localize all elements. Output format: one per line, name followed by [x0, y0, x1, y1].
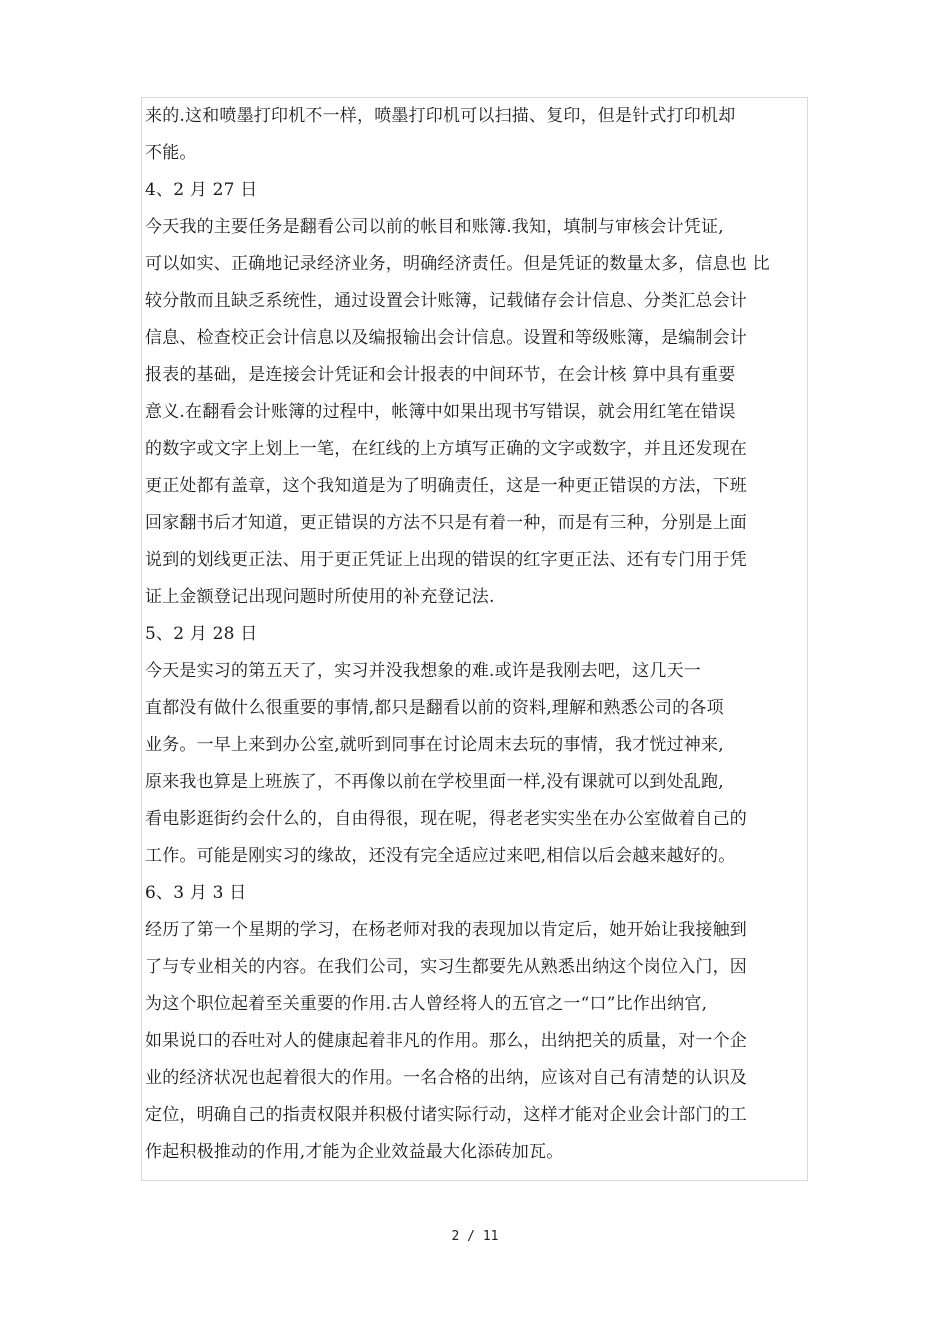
text-line: 今天我的主要任务是翻看公司以前的帐目和账簿.我知，填制与审核会计凭证,	[145, 217, 724, 237]
text-line: 来的.这和喷墨打印机不一样，喷墨打印机可以扫描、复印，但是针式打印机却	[145, 106, 736, 126]
text-line: 意义.在翻看会计账簿的过程中，帐簿中如果出现书写错误，就会用红笔在错误	[145, 402, 736, 422]
text-line: 工作。可能是刚实习的缘故，还没有完全适应过来吧,相信以后会越来越好的。	[145, 846, 736, 866]
text-line: 回家翻书后才知道，更正错误的方法不只是有着一种，而是有三种，分别是上面	[145, 513, 747, 533]
text-line: 经历了第一个星期的学习，在杨老师对我的表现加以肯定后，她开始让我接触到	[145, 920, 747, 940]
text-line: 的数字或文字上划上一笔，在红线的上方填写正确的文字或数字，并且还发现在	[145, 439, 747, 459]
text-line: 可以如实、正确地记录经济业务，明确经济责任。但是凭证的数量太多，信息也 比	[145, 254, 770, 274]
text-line: 不能。	[145, 143, 197, 163]
text-line: 直都没有做什么很重要的事情,都只是翻看以前的资料,理解和熟悉公司的各项	[145, 698, 724, 718]
text-line: 更正处都有盖章，这个我知道是为了明确责任，这是一种更正错误的方法，下班	[145, 476, 747, 496]
text-line: 信息、检查校正会计信息以及编报输出会计信息。设置和等级账簿，是编制会计	[145, 328, 747, 348]
entry-date-heading: 5、2 月 28 日	[145, 624, 258, 644]
text-line: 证上金额登记出现问题时所使用的补充登记法.	[145, 587, 495, 607]
text-line: 如果说口的吞吐对人的健康起着非凡的作用。那么，出纳把关的质量，对一个企	[145, 1031, 747, 1051]
text-line: 定位，明确自己的指责权限并积极付诸实际行动，这样才能对企业会计部门的工	[145, 1105, 747, 1125]
text-line: 为这个职位起着至关重要的作用.古人曾经将人的五官之一“口”比作出纳官,	[145, 994, 708, 1014]
text-line: 报表的基础，是连接会计凭证和会计报表的中间环节，在会计核 算中具有重要	[145, 365, 736, 385]
text-line: 今天是实习的第五天了，实习并没我想象的难.或许是我刚去吧，这几天一	[145, 661, 702, 681]
text-line: 原来我也算是上班族了，不再像以前在学校里面一样,没有课就可以到处乱跑,	[145, 772, 724, 792]
text-line: 业务。一早上来到办公室,就听到同事在讨论周末去玩的事情，我才恍过神来,	[145, 735, 724, 755]
text-line: 说到的划线更正法、用于更正凭证上出现的错误的红字更正法、还有专门用于凭	[145, 550, 747, 570]
page-number: 2 / 11	[451, 1229, 499, 1244]
entry-date-heading: 4、2 月 27 日	[145, 180, 258, 200]
text-line: 作起积极推动的作用,才能为企业效益最大化添砖加瓦。	[145, 1142, 564, 1162]
text-line: 了与专业相关的内容。在我们公司，实习生都要先从熟悉出纳这个岗位入门，因	[145, 957, 747, 977]
text-line: 业的经济状况也起着很大的作用。一名合格的出纳，应该对自己有清楚的认识及	[145, 1068, 747, 1088]
text-line: 较分散而且缺乏系统性，通过设置会计账簿，记载储存会计信息、分类汇总会计	[145, 291, 747, 311]
entry-date-heading: 6、3 月 3 日	[145, 883, 247, 903]
text-line: 看电影逛街约会什么的，自由得很，现在呢，得老老实实坐在办公室做着自己的	[145, 809, 747, 829]
